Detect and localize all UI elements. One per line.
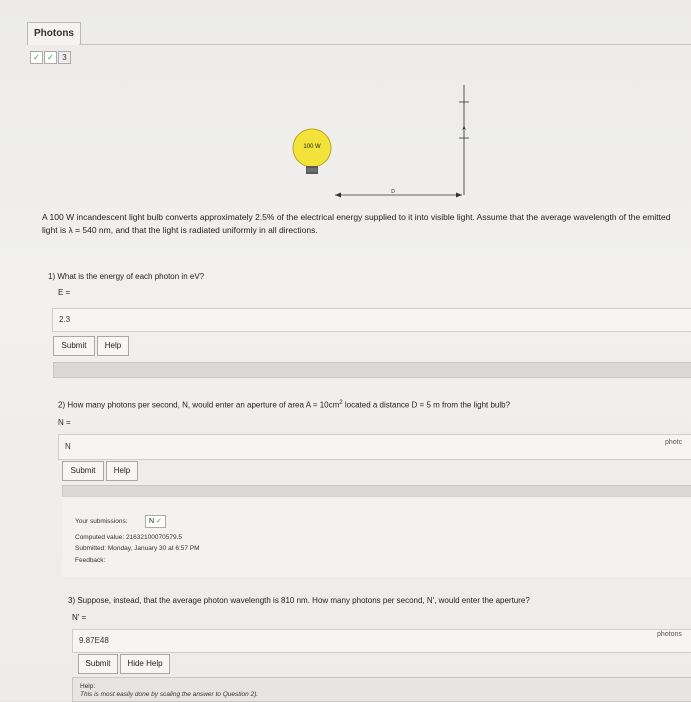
q3-help-text	[80, 683, 258, 698]
tab-divider	[79, 44, 691, 45]
submitted-time: Submitted: Monday, January 30 at 6:57 PM	[75, 545, 200, 552]
submission-chip: N ✓	[145, 515, 166, 528]
q2-answer-field[interactable]: N	[58, 434, 691, 460]
help-label: Help:	[80, 683, 96, 690]
problem-text: A 100 W incandescent light bulb converts approximately 2.5% of the electrical energy supplied to it into visible light. Assume that the average wavelength of the emitted light is λ = 540 nm, and that the light is radiated uniformly in all directions.	[42, 212, 671, 235]
bulb-base-icon	[306, 166, 318, 174]
q3-question: 3) Suppose, instead, that the average photon wavelength is 810 nm. How many photons per second, N', would enter the aperture?	[68, 596, 530, 605]
distance-label: D	[391, 189, 395, 195]
area-label: A	[462, 126, 466, 132]
q2-question: 2) How many photons per second, N, would enter an aperture of area $A = 10cm^2$ located a distance D = 5 m from the light bulb?	[58, 400, 511, 410]
q1-help-button[interactable]: Help	[97, 336, 129, 356]
q1-submit-button[interactable]: Submit	[53, 336, 95, 356]
check-icon: ✓	[156, 518, 162, 525]
q3-answer-field[interactable]: 9.87E48	[72, 629, 691, 653]
check-icon: ✓	[30, 51, 43, 64]
help-content: This is most easily done by scaling the answer to Question 2).	[80, 691, 259, 698]
attempt-count: 3	[58, 51, 71, 64]
q2-unit-label: photc	[665, 439, 683, 446]
check-icon: ✓	[44, 51, 57, 64]
computed-value: Computed value: 21632100070579.5	[75, 534, 182, 541]
bulb-label: 100 W	[303, 144, 321, 150]
tab-photons[interactable]: Photons	[27, 22, 81, 45]
q1-feedback-bar	[53, 362, 691, 378]
submissions-label: Your submissions:	[75, 518, 128, 525]
bulb-diagram	[280, 80, 490, 205]
q2-variable: N =	[58, 418, 71, 427]
q3-hide-help-button[interactable]: Hide Help	[120, 654, 170, 674]
q2-help-button[interactable]: Help	[106, 461, 138, 481]
feedback-label: Feedback:	[75, 557, 106, 564]
q1-answer-field[interactable]: 2.3	[52, 308, 691, 332]
q2-submit-button[interactable]: Submit	[62, 461, 104, 481]
q1-variable: E =	[58, 288, 71, 297]
status-indicators	[30, 51, 72, 64]
q3-unit-label: photons	[657, 631, 682, 638]
q1-question: 1) What is the energy of each photon in eV?	[48, 272, 205, 281]
q3-variable: N' =	[72, 613, 87, 622]
q3-submit-button[interactable]: Submit	[78, 654, 118, 674]
